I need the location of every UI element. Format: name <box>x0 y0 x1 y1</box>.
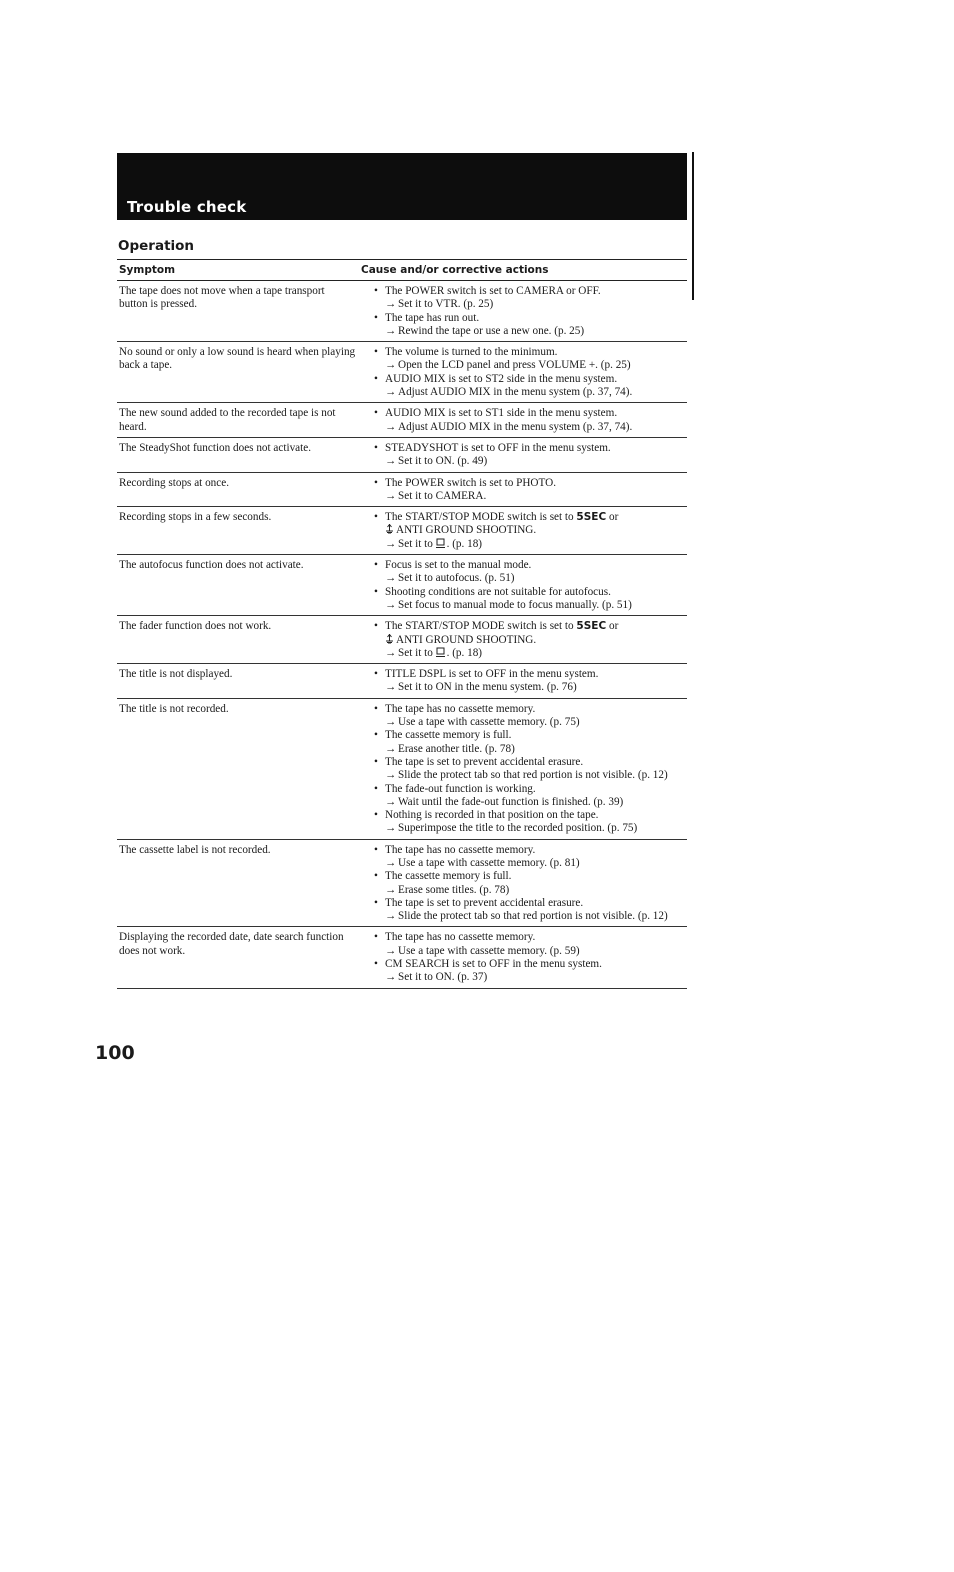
table-header <box>117 259 687 281</box>
action-text: Set focus to manual mode to focus manually. (p. 51) <box>398 598 632 611</box>
cause-line2: ANTI GROUND SHOOTING. <box>396 633 537 646</box>
normal-mode-icon <box>436 647 445 657</box>
action-item <box>373 822 687 835</box>
cause-text: The tape has no cassette memory. <box>385 702 536 715</box>
cause-text: The tape has no cassette memory. <box>385 931 536 944</box>
cause-text: The tape has run out. <box>385 311 480 324</box>
cause-text: AUDIO MIX is set to ST2 side in the menu system. <box>385 372 618 385</box>
cause-text: The volume is turned to the minimum. <box>385 346 558 359</box>
action-item <box>373 572 687 585</box>
cause-text: The START/STOP MODE switch is set to <box>385 620 574 633</box>
page-title: Trouble check <box>127 198 247 216</box>
table-row <box>117 927 687 988</box>
action-text: Rewind the tape or use a new one. (p. 25) <box>398 324 585 337</box>
cause-cell <box>364 620 687 660</box>
cause-text: The tape has no cassette memory. <box>385 843 536 856</box>
ground-shooting-icon <box>385 634 394 644</box>
action-text: Set it to CAMERA. <box>398 489 487 502</box>
cause-text: The tape is set to prevent accidental erasure. <box>385 755 584 768</box>
action-item <box>373 421 687 434</box>
symptom-cell: No sound or only a low sound is heard when playing back a tape. <box>119 346 356 372</box>
action-item <box>373 325 687 338</box>
cause-cell <box>364 477 687 504</box>
table-row <box>117 616 687 664</box>
cause-item <box>373 809 687 822</box>
cause-item <box>373 729 687 742</box>
action-tail: . (p. 18) <box>446 646 483 659</box>
cause-item <box>373 285 687 298</box>
action-text: Open the LCD panel and press VOLUME +. (p. 25) <box>398 359 631 372</box>
cause-item <box>373 870 687 883</box>
action-text: Use a tape with cassette memory. (p. 59) <box>398 944 580 957</box>
table-row <box>117 507 687 555</box>
cause-text: The cassette memory is full. <box>385 729 512 742</box>
action-text: Erase some titles. (p. 78) <box>398 883 510 896</box>
action-text: Slide the protect tab so that red portion is not visible. (p. 12) <box>398 910 668 923</box>
cause-text: The cassette memory is full. <box>385 870 512 883</box>
table-row <box>117 840 687 928</box>
table-row <box>117 403 687 438</box>
action-text: Wait until the fade-out function is finished. (p. 39) <box>398 795 624 808</box>
action-item <box>373 743 687 756</box>
symptom-cell: The autofocus function does not activate. <box>119 559 304 572</box>
action-text: Set it to <box>398 646 433 659</box>
cause-item <box>373 756 687 769</box>
action-item <box>373 490 687 503</box>
trouble-table <box>117 259 687 989</box>
action-text: Use a tape with cassette memory. (p. 81) <box>398 856 580 869</box>
action-text: Set it to <box>398 537 433 550</box>
action-item <box>373 647 687 660</box>
cause-item <box>373 511 687 538</box>
cause-cell <box>364 668 687 695</box>
action-item <box>373 455 687 468</box>
cause-item <box>373 844 687 857</box>
symptom-cell: The new sound added to the recorded tape is not heard. <box>119 407 336 433</box>
action-tail: . (p. 18) <box>446 537 483 550</box>
cause-item <box>373 668 687 681</box>
cause-item <box>373 407 687 420</box>
cause-text: Nothing is recorded in that position on the tape. <box>385 809 599 822</box>
action-text: Adjust AUDIO MIX in the menu system (p. 37, 74). <box>398 420 633 433</box>
page-number: 100 <box>95 1042 135 1064</box>
symptom-cell: The SteadyShot function does not activate. <box>119 441 312 454</box>
cause-item <box>373 897 687 910</box>
action-item <box>373 599 687 612</box>
mode-label: 5SEC <box>576 511 607 524</box>
cause-text: TITLE DSPL is set to OFF in the menu system. <box>385 668 599 681</box>
cause-item <box>373 931 687 944</box>
cause-item <box>373 620 687 647</box>
action-text: Set it to ON. (p. 37) <box>398 971 488 984</box>
action-text: Slide the protect tab so that red portion is not visible. (p. 12) <box>398 769 668 782</box>
cause-cell <box>364 703 687 836</box>
action-text: Adjust AUDIO MIX in the menu system (p. 37, 74). <box>398 386 633 399</box>
cause-text: The START/STOP MODE switch is set to <box>385 511 574 524</box>
cause-item <box>373 783 687 796</box>
cause-line2: ANTI GROUND SHOOTING. <box>396 524 537 537</box>
action-text: Set it to autofocus. (p. 51) <box>398 572 515 585</box>
cause-cell <box>364 511 687 551</box>
action-item <box>373 359 687 372</box>
cause-text: CM SEARCH is set to OFF in the menu system. <box>385 958 602 971</box>
action-item <box>373 910 687 923</box>
cause-text: STEADYSHOT is set to OFF in the menu system. <box>385 441 611 454</box>
action-item <box>373 298 687 311</box>
symptom-cell: Recording stops at once. <box>119 476 229 489</box>
cause-cell <box>364 931 687 984</box>
cause-item <box>373 559 687 572</box>
symptom-column-header: Symptom <box>119 264 176 276</box>
table-row <box>117 281 687 342</box>
action-item <box>373 386 687 399</box>
table-row <box>117 699 687 840</box>
cause-cell <box>364 346 687 399</box>
normal-mode-icon <box>436 538 445 548</box>
action-item <box>373 857 687 870</box>
cause-column-header: Cause and/or corrective actions <box>361 264 549 276</box>
cause-item <box>373 958 687 971</box>
table-row <box>117 438 687 473</box>
symptom-cell: The title is not displayed. <box>119 668 233 681</box>
table-body <box>117 281 687 989</box>
cause-item <box>373 442 687 455</box>
cause-text: The tape is set to prevent accidental erasure. <box>385 896 584 909</box>
action-item <box>373 945 687 958</box>
mode-label: 5SEC <box>576 620 607 633</box>
action-item <box>373 716 687 729</box>
symptom-cell: The title is not recorded. <box>119 702 229 715</box>
cause-item <box>373 312 687 325</box>
cause-text: The fade-out function is working. <box>385 782 536 795</box>
action-item <box>373 681 687 694</box>
cause-item <box>373 373 687 386</box>
cause-cell <box>364 407 687 434</box>
cause-cell <box>364 844 687 924</box>
cause-item <box>373 477 687 490</box>
cause-text: The POWER switch is set to PHOTO. <box>385 476 557 489</box>
section-title: Operation <box>118 238 195 254</box>
cause-tail: or <box>608 620 619 633</box>
table-row <box>117 342 687 403</box>
cause-item <box>373 586 687 599</box>
cause-text: Shooting conditions are not suitable for autofocus. <box>385 585 611 598</box>
action-text: Set it to VTR. (p. 25) <box>398 298 494 311</box>
symptom-cell: The fader function does not work. <box>119 620 272 633</box>
header-banner <box>117 153 687 220</box>
action-text: Set it to ON. (p. 49) <box>398 455 488 468</box>
action-text: Set it to ON in the menu system. (p. 76) <box>398 681 577 694</box>
table-row <box>117 664 687 699</box>
action-item <box>373 884 687 897</box>
cause-text: Focus is set to the manual mode. <box>385 559 532 572</box>
action-text: Erase another title. (p. 78) <box>398 742 515 755</box>
cause-text: AUDIO MIX is set to ST1 side in the menu system. <box>385 407 618 420</box>
cause-cell <box>364 285 687 338</box>
cause-cell <box>364 559 687 612</box>
action-item <box>373 971 687 984</box>
symptom-cell: Displaying the recorded date, date search function does not work. <box>119 931 344 957</box>
cause-tail: or <box>608 511 619 524</box>
table-row <box>117 555 687 616</box>
cause-item <box>373 703 687 716</box>
action-text: Use a tape with cassette memory. (p. 75) <box>398 716 580 729</box>
symptom-cell: Recording stops in a few seconds. <box>119 511 272 524</box>
symptom-cell: The tape does not move when a tape transport button is pressed. <box>119 285 325 311</box>
action-text: Superimpose the title to the recorded position. (p. 75) <box>398 822 638 835</box>
action-item <box>373 538 687 551</box>
table-row <box>117 473 687 508</box>
ground-shooting-icon <box>385 524 394 534</box>
edge-line <box>692 152 694 300</box>
cause-text: The POWER switch is set to CAMERA or OFF. <box>385 285 601 297</box>
cause-cell <box>364 442 687 469</box>
symptom-cell: The cassette label is not recorded. <box>119 843 271 856</box>
cause-item <box>373 346 687 359</box>
action-item <box>373 796 687 809</box>
action-item <box>373 769 687 782</box>
